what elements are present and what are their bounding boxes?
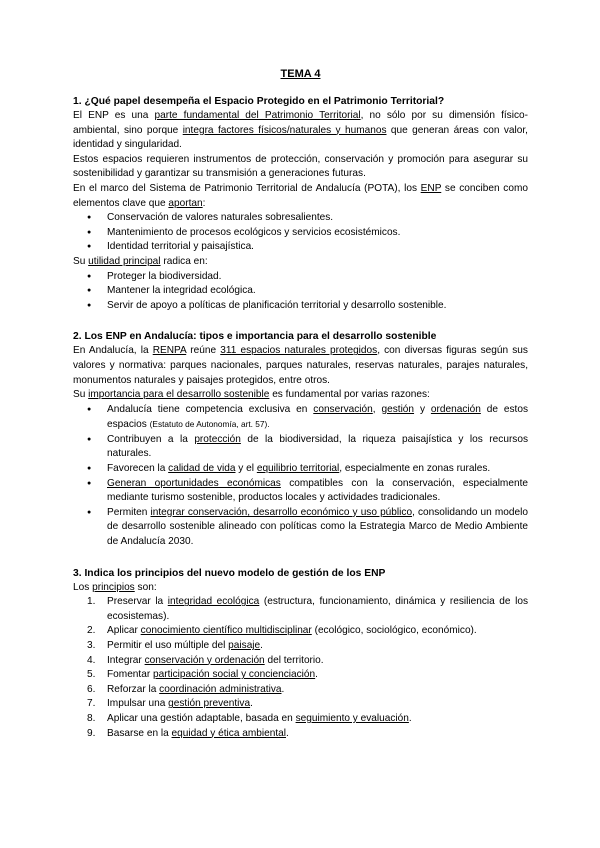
list-item: 3. Permitir el uso múltiple del paisaje. <box>87 640 263 651</box>
list-item: ● Favorecen la calidad de vida y el equilibrio territorial, especialmente en zonas rurales. <box>73 462 528 477</box>
section-3-heading: 3. Indica los principios del nuevo modelo de gestión de los ENP <box>73 567 386 579</box>
list-item: ● Generan oportunidades económicas compatibles con la conservación, especialmente mediante turismo sostenible, productos locales y actividades tradicionales. <box>73 477 528 506</box>
section-1-heading: 1. ¿Qué papel desempeña el Espacio Protegido en el Patrimonio Territorial? <box>73 96 445 107</box>
list-item: ● Mantenimiento de procesos ecológicos y servicios ecosistémicos. <box>73 226 528 241</box>
list-item: 7. Impulsar una gestión preventiva. <box>87 698 253 710</box>
list-item: 2. Aplicar conocimiento científico multidisciplinar (ecológico, sociológico, económico). <box>87 625 477 637</box>
numbered-list <box>73 595 528 741</box>
paragraph: En el marco del Sistema de Patrimonio Territorial de Andalucía (POTA), los ENP se conciben como elementos clave que aportan: <box>73 182 528 209</box>
list-item: ● Permiten integrar conservación, desarrollo económico y uso público, consolidando un modelo de desarrollo sostenible alineado con políticas como la Estrategia Marco de Medio Ambiente de Andalucía 2030. <box>73 506 528 550</box>
paragraph: Estos espacios requieren instrumentos de protección, conservación y promoción para asegurar su sostenibilidad y garantizar su transmisión a generaciones futuras. <box>73 153 528 180</box>
list-item: 5. Fomentar participación social y concienciación. <box>87 669 318 681</box>
list-item: 8. Aplicar una gestión adaptable, basada en seguimiento y evaluación. <box>87 712 412 724</box>
document-title: TEMA 4 <box>280 68 321 80</box>
list-item: 6. Reforzar la coordinación administrativa. <box>87 683 285 695</box>
list-item: ● Identidad territorial y paisajística. <box>73 240 528 255</box>
paragraph: Su utilidad principal radica en: <box>73 255 208 267</box>
document-page <box>73 67 528 741</box>
paragraph: Su importancia para el desarrollo sostenible es fundamental por varias razones: <box>73 389 430 401</box>
list-item: ● Conservación de valores naturales sobresalientes. <box>73 211 528 226</box>
list-item: 1. Preservar la integridad ecológica (estructura, funcionamiento, dinámica y resiliencia de los ecosistemas). <box>87 596 529 622</box>
list-item: ● Contribuyen a la protección de la biodiversidad, la riqueza paisajística y los recursos naturales. <box>73 433 528 462</box>
list-item: 9. Basarse en la equidad y ética ambiental. <box>87 727 289 739</box>
bullet-list <box>73 211 528 255</box>
paragraph: En Andalucía, la RENPA reúne 311 espacios naturales protegidos, con diversas figuras según sus valores y normativa: parques nacionales, parques naturales, reservas naturales, parajes naturales, monumentos naturales y paisajes protegidos, entre otros. <box>73 345 528 386</box>
bullet-list <box>73 403 528 550</box>
list-item: 4. Integrar conservación y ordenación del territorio. <box>87 654 324 666</box>
list-item: ● Mantener la integridad ecológica. <box>73 284 528 299</box>
list-item: ● Proteger la biodiversidad. <box>73 270 528 285</box>
list-item: ● Andalucía tiene competencia exclusiva en conservación, gestión y ordenación de estos espacios (Estatuto de Autonomía, art. 57). <box>73 403 528 433</box>
list-item: ● Servir de apoyo a políticas de planificación territorial y desarrollo sostenible. <box>73 299 528 314</box>
paragraph: Los principios son: <box>73 581 157 593</box>
section-2-heading: 2. Los ENP en Andalucía: tipos e importancia para el desarrollo sostenible <box>73 331 437 343</box>
bullet-list <box>73 270 528 314</box>
paragraph: El ENP es una parte fundamental del Patrimonio Territorial, no sólo por su dimensión físico-ambiental, sino porque integra factores físicos/naturales y humanos que generan áreas con valor, identidad y singularidad. <box>73 110 528 151</box>
